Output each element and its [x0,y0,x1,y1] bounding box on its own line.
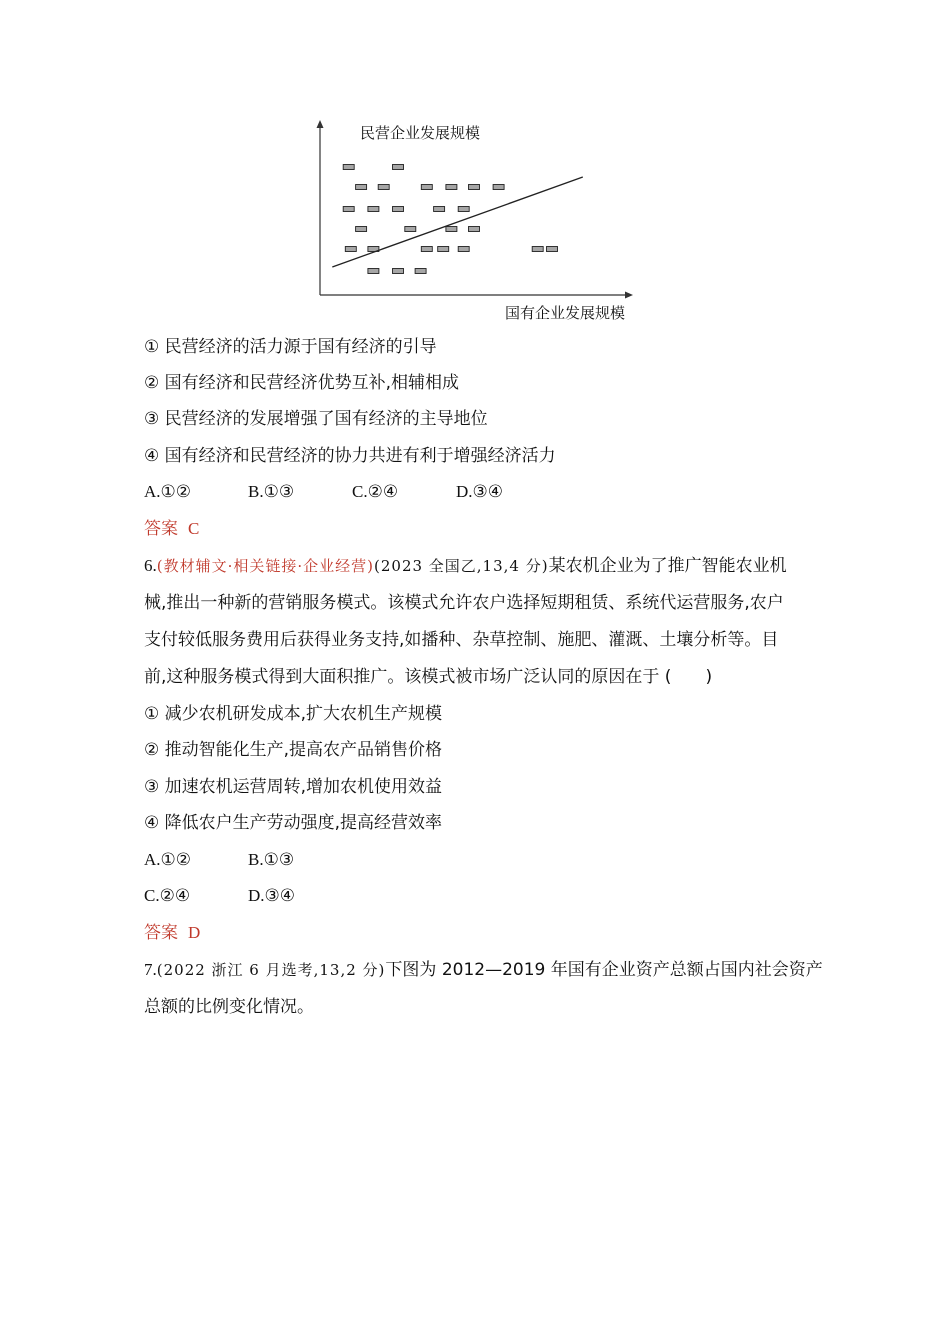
q7-stem-line-2: 总额的比例变化情况。 [144,997,314,1017]
q5-option-1: ① 民营经济的活力源于国有经济的引导 [144,337,437,357]
q6-stem-line-3: 支付较低服务费用后获得业务支持,如播种、杂草控制、施肥、灌溉、土壤分析等。目 [144,630,779,650]
q6-choice-b: B.①③ [248,850,295,869]
scatter-point-22 [458,247,469,252]
scatter-point-18 [345,247,356,252]
scatter-point-8 [493,185,504,190]
scatter-point-7 [469,185,480,190]
q6-source: (教材辅文·相关链接·企业经营) [156,557,374,575]
scatter-point-5 [421,185,432,190]
q6-option-1: ① 减少农机研发成本,扩大农机生产规模 [144,704,443,724]
scatter-point-13 [458,207,469,212]
q7-number: 7. [144,960,157,979]
y-axis-arrow [317,120,324,128]
q6-option-2: ② 推动智能化生产,提高农产品销售价格 [144,740,443,760]
scatter-point-21 [438,247,449,252]
q6-option-4: ④ 降低农户生产劳动强度,提高经营效率 [144,813,443,833]
q5-answer-label: 答案 [144,519,178,539]
q6-answer [144,921,200,945]
scatter-point-11 [393,207,404,212]
q6-stem-line-2: 械,推出一种新的营销服务模式。该模式允许农户选择短期租赁、系统代运营服务,农户 [144,593,784,613]
scatter-point-25 [368,269,379,274]
q6-ref: (2023 全国乙,13,4 分) [374,557,549,575]
q5-choice-c: C.②④ [352,482,399,501]
q5-choices [144,480,503,504]
q6-choice-d: D.③④ [248,886,296,905]
scatter-point-12 [434,207,445,212]
trend-line [332,177,583,267]
q5-answer-value: C [188,519,200,538]
scatter-point-27 [415,269,426,274]
scatter-point-2 [393,165,404,170]
q6-stem-text-1: 某农机企业为了推广智能农业机 [548,556,787,576]
q6-number: 6. [144,556,157,575]
scatter-point-24 [547,247,558,252]
scatter-point-16 [446,227,457,232]
x-axis-label: 国有企业发展规模 [505,304,626,322]
y-axis-label: 民营企业发展规模 [360,124,481,142]
q7-ref: (2022 浙江 6 月选考,13,2 分) [156,961,386,979]
q6-choices-row-2 [144,884,295,908]
scatter-point-4 [378,185,389,190]
q5-choice-a: A.①② [144,482,192,501]
scatter-point-6 [446,185,457,190]
q5-option-3: ③ 民营经济的发展增强了国有经济的主导地位 [144,409,488,429]
scatter-points [343,165,557,274]
scatter-point-23 [532,247,543,252]
q6-stem-line-1 [144,554,787,578]
scatter-point-20 [421,247,432,252]
q5-option-4: ④ 国有经济和民营经济的协力共进有利于增强经济活力 [144,446,556,466]
q7-stem-line-1 [144,958,823,982]
scatter-point-17 [469,227,480,232]
scatter-point-9 [343,207,354,212]
scatter-point-1 [343,165,354,170]
q6-choice-c: C.②④ [144,886,191,905]
chart-plot [300,110,660,330]
x-axis-arrow [625,292,633,299]
q6-choices-row-1 [144,848,294,872]
q6-option-3: ③ 加速农机运营周转,增加农机使用效益 [144,777,443,797]
scatter-point-26 [393,269,404,274]
scatter-point-14 [356,227,367,232]
q6-answer-value: D [188,923,201,942]
q5-choice-b: B.①③ [248,482,295,501]
scatter-chart [300,110,660,330]
scatter-point-3 [356,185,367,190]
q6-answer-label: 答案 [144,923,178,943]
scatter-point-15 [405,227,416,232]
q6-choice-a: A.①② [144,850,192,869]
scatter-point-10 [368,207,379,212]
q5-choice-d: D.③④ [456,482,504,501]
q7-stem-text-1: 下图为 2012—2019 年国有企业资产总额占国内社会资产 [385,960,823,980]
q6-stem-line-4: 前,这种服务模式得到大面积推广。该模式被市场广泛认同的原因在于 ( ) [144,667,713,687]
q5-option-2: ② 国有经济和民营经济优势互补,相辅相成 [144,373,460,393]
q5-answer [144,517,199,541]
